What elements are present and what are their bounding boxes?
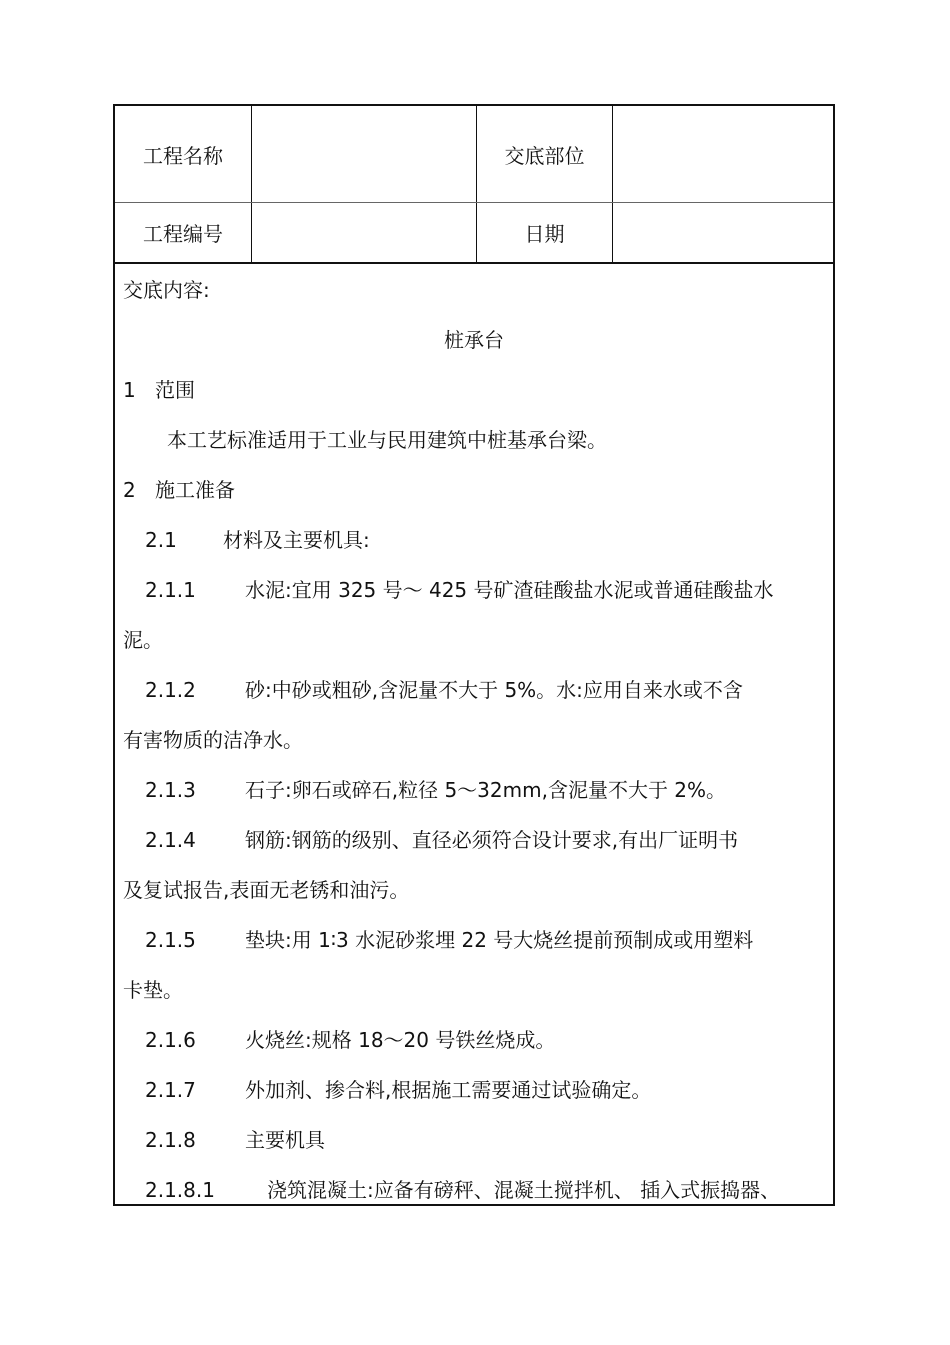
project-no-value [252,203,477,262]
content-area [115,264,833,1204]
section-number: 2 [123,478,136,502]
item-text: 外加剂、掺合料,根据施工需要通过试验确定。 [245,1078,652,1102]
content-label: 交底内容: [123,278,210,302]
item-number: 2.1.3 [145,778,196,802]
continuation-line: 泥。 [123,628,163,652]
continuation-line: 有害物质的洁净水。 [123,728,303,752]
section-text: 施工准备 [155,478,235,502]
continuation-line: 及复试报告,表面无老锈和油污。 [123,878,410,902]
subsection-number: 2.1 [145,528,177,552]
item-line [145,1025,825,1055]
item-text: 火烧丝:规格 18～20 号铁丝烧成。 [245,1028,556,1052]
header-row-2 [115,203,833,264]
subsection-line [145,525,825,555]
subsection-text: 材料及主要机具: [223,528,370,552]
item-number: 2.1.8.1 [145,1178,215,1202]
item-text: 主要机具 [245,1128,325,1152]
content-title: 桩承台 [444,328,504,352]
item-line [145,1175,825,1205]
header-row-1 [115,106,833,203]
item-text: 浇筑混凝土:应备有磅秤、混凝土搅拌机、 插入式振捣器、 [267,1178,781,1202]
item-number: 2.1.7 [145,1078,196,1102]
item-text: 水泥:宜用 325 号～ 425 号矿渣硅酸盐水泥或普通硅酸盐水 [245,578,774,602]
item-number: 2.1.4 [145,828,196,852]
item-text: 垫块:用 1∶3 水泥砂浆埋 22 号大烧丝提前预制成或用塑料 [245,928,754,952]
item-line [145,925,825,955]
item-number: 2.1.1 [145,578,196,602]
item-line [145,675,825,705]
item-line [145,575,825,605]
section-line [123,375,825,405]
item-text: 石子:卵石或碎石,粒径 5～32mm,含泥量不大于 2%。 [245,778,727,802]
project-name-value [252,106,477,202]
project-name-label: 工程名称 [115,106,252,202]
handover-form [113,104,835,1206]
section-line [123,475,825,505]
date-value [613,203,833,262]
location-value [613,106,833,202]
item-line [145,775,825,805]
item-number: 2.1.5 [145,928,196,952]
item-line [145,825,825,855]
date-label: 日期 [477,203,613,262]
item-number: 2.1.8 [145,1128,196,1152]
location-label: 交底部位 [477,106,613,202]
item-line [145,1075,825,1105]
paragraph-line: 本工艺标准适用于工业与民用建筑中桩基承台梁。 [167,428,607,452]
item-text: 钢筋:钢筋的级别、直径必须符合设计要求,有出厂证明书 [245,828,739,852]
item-number: 2.1.6 [145,1028,196,1052]
continuation-line: 卡垫。 [123,978,183,1002]
item-text: 砂:中砂或粗砂,含泥量不大于 5%。水:应用自来水或不含 [245,678,743,702]
item-line [145,1125,825,1155]
item-number: 2.1.2 [145,678,196,702]
section-text: 范围 [155,378,195,402]
section-number: 1 [123,378,136,402]
project-no-label: 工程编号 [115,203,252,262]
